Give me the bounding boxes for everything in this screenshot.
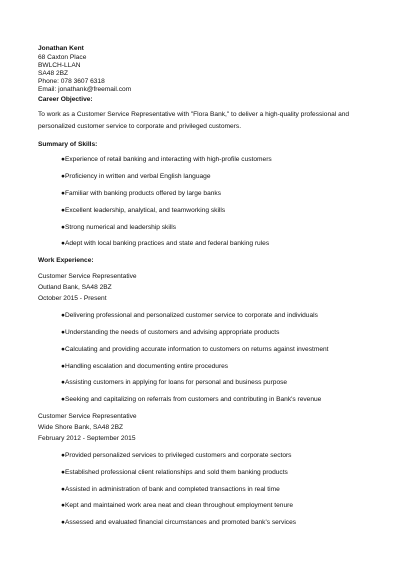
skill-item: ●Experience of retail banking and interacting with high-profile customers	[61, 156, 272, 163]
duty-item: ●Seeking and capitalizing on referrals from customers and contributing in Bank's revenue	[61, 396, 322, 403]
address-line-2: BWLCH-LLAN	[38, 62, 81, 69]
experience-heading: Work Experience:	[38, 257, 94, 264]
job-dates: October 2015 - Present	[38, 295, 107, 302]
objective-heading: Career Objective:	[38, 96, 93, 103]
skill-item: ●Excellent leadership, analytical, and teamworking skills	[61, 207, 226, 214]
skill-item: ●Adept with local banking practices and state and federal banking rules	[61, 240, 270, 247]
skill-item: ●Familiar with banking products offered by large banks	[61, 190, 221, 197]
phone: Phone: 078 3607 6318	[38, 78, 105, 85]
job-title: Customer Service Representative	[38, 413, 137, 420]
duty-item: ●Delivering professional and personalized customer service to corporate and individuals	[61, 312, 318, 319]
skill-item: ●Strong numerical and leadership skills	[61, 224, 177, 231]
job-company: Wide Shore Bank, SA48 2BZ	[38, 424, 124, 431]
postcode: SA48 2BZ	[38, 70, 69, 77]
job-title: Customer Service Representative	[38, 273, 137, 280]
duty-item: ●Established professional client relationships and sold them banking products	[61, 469, 288, 476]
objective-line-1: To work as a Customer Service Representative with "Flora Bank," to deliver a high-quality professional and	[38, 111, 350, 118]
skills-heading: Summary of Skills:	[38, 141, 98, 148]
duty-item: ●Handling escalation and documenting entire procedures	[61, 363, 229, 370]
duty-item: ●Assisting customers in applying for loans for personal and business purpose	[61, 379, 288, 386]
skill-item: ●Proficiency in written and verbal English language	[61, 173, 211, 180]
duty-item: ●Assisted in administration of bank and completed transactions in real time	[61, 486, 280, 493]
duty-item: ●Provided personalized services to privileged customers and corporate sectors	[61, 452, 292, 459]
duty-item: ●Understanding the needs of customers and advising appropriate products	[61, 329, 280, 336]
address-line-1: 68 Caxton Place	[38, 54, 87, 61]
email: Email: jonathank@freemail.com	[38, 86, 132, 93]
candidate-name: Jonathan Kent	[38, 45, 84, 52]
job-dates: February 2012 - September 2015	[38, 435, 136, 442]
job-company: Outland Bank, SA48 2BZ	[38, 284, 112, 291]
objective-line-2: personalized customer service to corporate and privileged customers.	[38, 123, 242, 130]
duty-item: ●Kept and maintained work area neat and clean throughout employment tenure	[61, 502, 293, 509]
duty-item: ●Calculating and providing accurate information to customers on returns against investment	[61, 346, 329, 353]
duty-item: ●Assessed and evaluated financial circumstances and promoted bank's services	[61, 519, 297, 526]
